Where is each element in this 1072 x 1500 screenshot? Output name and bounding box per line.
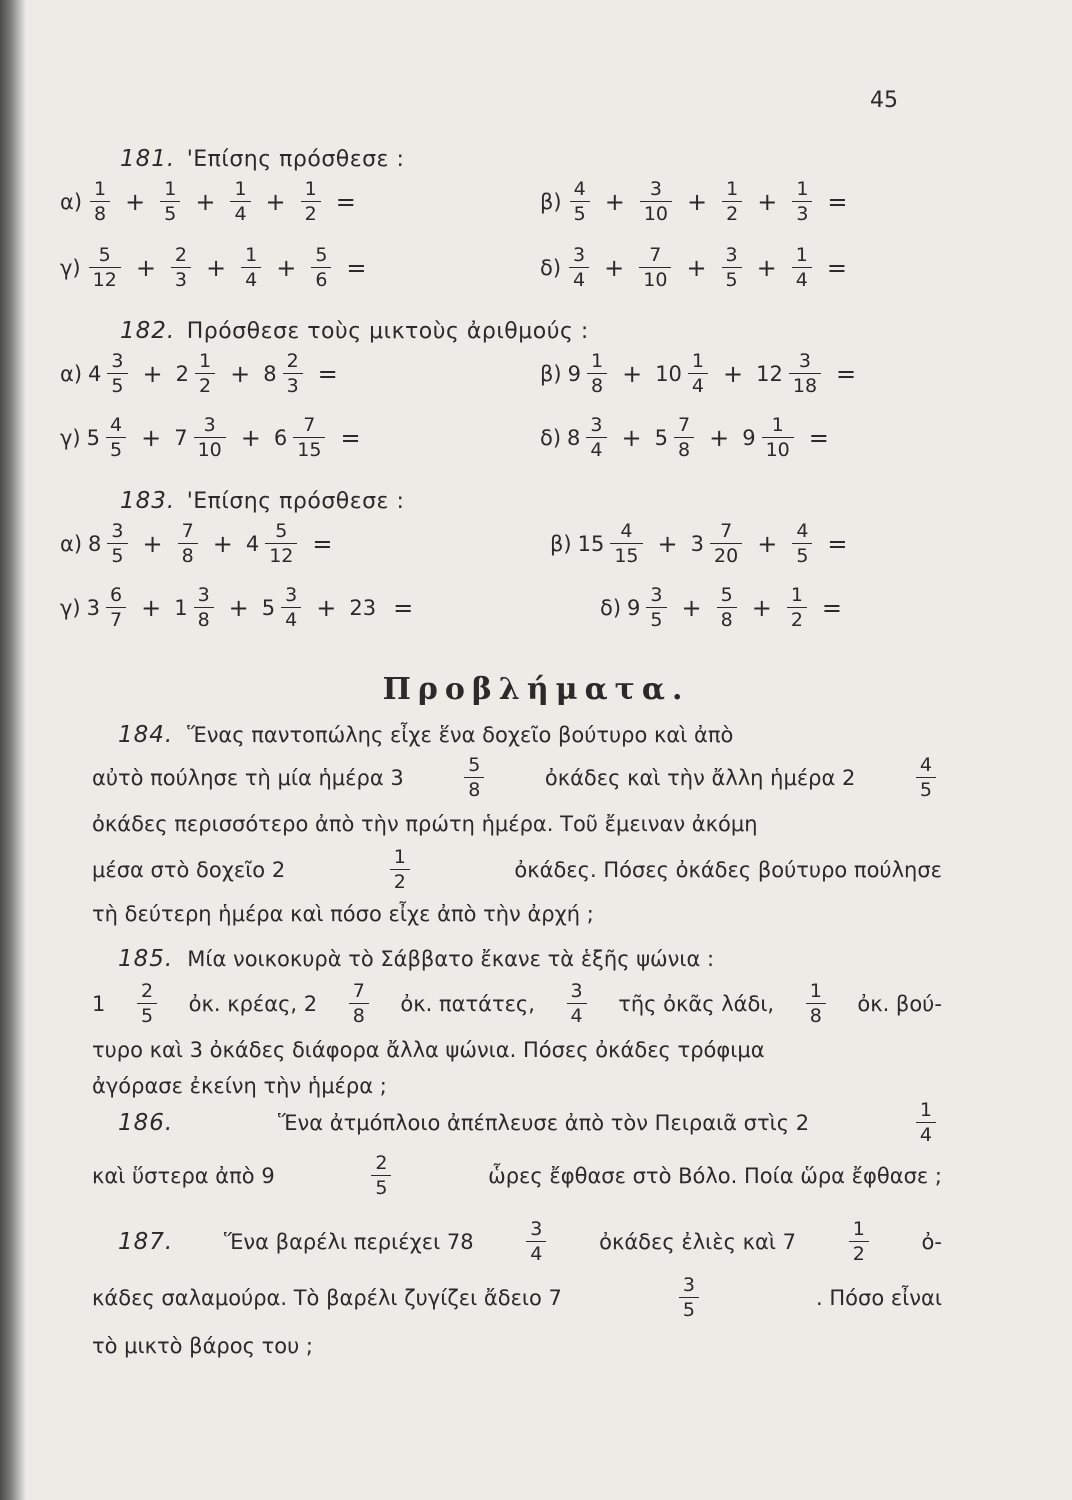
fraction: $\frac{2}{3}$	[171, 246, 191, 290]
fraction: $\frac{1}{2}$	[722, 180, 742, 224]
fraction: 1 4	[688, 352, 708, 396]
fraction: 4 5	[916, 756, 936, 800]
exercise-183-b: β) 15 4 15 + 3 7 20 + $\frac{4}{5}$ =	[550, 520, 848, 567]
fraction: 5 12	[89, 246, 121, 290]
fraction: 2 5	[371, 1154, 391, 1198]
fraction: $\frac{1}{3}$	[792, 180, 812, 224]
problem-185: 185. Μία νοικοκυρὰ τὸ Σάββατο ἔκανε τὰ ἑξῆς ψώνια : 1 2 5 ὀκ. κρέας, 2 7 8 ὀκ. πατάτες, 3 4 τῆς ὀκᾶς λάδι, 1 8 ὀκ. βού- τυρο καὶ 3 ὀκάδες διάφορα ἄλλα ψώνια. Πόσες ὀκάδες τρόφιμα ἀγόρασε ἐκείνη τὴν ἡμέρα ;	[92, 946, 942, 1098]
fraction: 1 2	[390, 848, 410, 892]
fraction: $\frac{7}{10}$	[639, 246, 671, 290]
fraction: 7 8	[674, 416, 694, 460]
fraction: 1 8	[806, 982, 826, 1026]
fraction: 3 4	[281, 586, 301, 630]
fraction: 1 4	[916, 1101, 936, 1145]
fraction: 7 8	[349, 982, 369, 1026]
exercise-182-c: γ) 5 4 5 + 7 3 10 + 6 $\frac{7}{15}$ =	[60, 414, 361, 461]
fraction: $\frac{7}{8}$	[178, 522, 198, 566]
fraction: $\frac{1}{5}$	[160, 180, 180, 224]
fraction: $\frac{1}{2}$	[787, 586, 807, 630]
fraction: $\frac{1}{4}$	[241, 246, 261, 290]
fraction: 3 5	[107, 522, 127, 566]
exercise-182-d: δ) 8 3 4 + 5 7 8 + 9 $\frac{1}{10}$ =	[540, 414, 829, 461]
exercise-183-d: δ) 9 3 5 + $\frac{5}{8}$ + $\frac{1}{2}$ =	[600, 584, 843, 631]
fraction: 4 5	[570, 180, 590, 224]
fraction: $\frac{1}{4}$	[230, 180, 250, 224]
fraction: 1 2	[849, 1220, 869, 1264]
fraction: 3 5	[646, 586, 666, 630]
exercise-181-c: γ) 5 12 + $\frac{2}{3}$ + $\frac{1}{4}$ + $\frac{5}{6}$ =	[60, 244, 367, 291]
fraction: $\frac{3}{5}$	[722, 246, 742, 290]
fraction: 1 8	[90, 180, 110, 224]
fraction: $\frac{5}{8}$	[717, 586, 737, 630]
problem-184: 184. Ἕνας παντοπώλης εἶχε ἕνα δοχεῖο βούτυρο καὶ ἀπὸ αὐτὸ πούλησε τὴ μία ἡμέρα 3 5 8 ὀκάδες καὶ τὴν ἄλλη ἡμέρα 2 4 5 ὀκάδες περισσότερο ἀπὸ τὴν πρώτη ἡμέρα. Τοῦ ἔμειναν ἀκόμη μέσα στὸ δοχεῖο 2 1 2 ὀκάδες. Πόσες ὀκάδες βούτυρο πούλησε τὴ δεύτερη ἡμέρα καὶ πόσο εἶχε ἀπὸ τὴν ἀρχή ;	[92, 722, 942, 926]
exercise-181-d: δ) 3 4 + $\frac{7}{10}$ + $\frac{3}{5}$ + $\frac{1}{4}$ =	[540, 244, 847, 291]
fraction: $\frac{1}{4}$	[792, 246, 812, 290]
fraction: $\frac{5}{12}$	[265, 522, 297, 566]
fraction: 3 5	[679, 1276, 699, 1320]
fraction: 3 4	[569, 246, 589, 290]
exercise-183-a: α) 8 3 5 + $\frac{7}{8}$ + 4 $\frac{5}{12}$ =	[60, 520, 333, 567]
fraction: 4 15	[610, 522, 642, 566]
fraction: 7 20	[710, 522, 742, 566]
problem-186: 186. Ἕνα ἀτμόπλοιο ἀπέπλευσε ἀπὸ τὸν Πειραιᾶ στὶς 2 1 4 καὶ ὕστερα ἀπὸ 9 2 5 ὧρες ἔφθασε στὸ Βόλο. Ποία ὥρα ἔφθασε ;	[92, 1099, 942, 1199]
fraction: 3 5	[107, 352, 127, 396]
exercise-182-a: α) 4 3 5 + 2 1 2 + 8 $\frac{2}{3}$ =	[60, 350, 338, 397]
exercise-182-header: 182. Πρόσθεσε τοὺς μικτοὺς ἀριθμούς :	[120, 318, 589, 344]
fraction: $\frac{4}{5}$	[792, 522, 812, 566]
fraction: 4 5	[106, 416, 126, 460]
fraction: $\frac{5}{6}$	[311, 246, 331, 290]
fraction: 6 7	[106, 586, 126, 630]
fraction: 5 8	[464, 756, 484, 800]
fraction: 1 2	[195, 352, 215, 396]
fraction: $\frac{1}{10}$	[762, 416, 794, 460]
fraction: 3 10	[194, 416, 226, 460]
fraction: $\frac{7}{15}$	[293, 416, 325, 460]
fraction: 1 8	[587, 352, 607, 396]
fraction: $\frac{2}{3}$	[283, 352, 303, 396]
fraction: 3 4	[567, 982, 587, 1026]
fraction: $\frac{1}{2}$	[301, 180, 321, 224]
problem-187: 187. Ἕνα βαρέλι περιέχει 78 3 4 ὀκάδες ἐλιὲς καὶ 7 1 2 ὀ- κάδες σαλαμούρα. Τὸ βαρέλι ζυγίζει ἄδειο 7 3 5 . Πόσο εἶναι τὸ μικτὸ βάρος του ;	[92, 1218, 942, 1358]
page-binding-edge	[0, 0, 26, 1500]
fraction: $\frac{3}{18}$	[789, 352, 821, 396]
section-title: Προβλήματα.	[382, 672, 690, 707]
exercise-181-b: β) 4 5 + $\frac{3}{10}$ + $\frac{1}{2}$ + $\frac{1}{3}$ =	[540, 178, 848, 225]
exercise-182-b: β) 9 1 8 + 10 1 4 + 12 $\frac{3}{18}$ =	[540, 350, 857, 397]
exercise-181-a: α) 1 8 + $\frac{1}{5}$ + $\frac{1}{4}$ + $\frac{1}{2}$ =	[60, 178, 356, 225]
fraction: $\frac{3}{10}$	[640, 180, 672, 224]
exercise-183-header: 183. 'Επίσης πρόσθεσε :	[120, 488, 405, 514]
fraction: 3 4	[586, 416, 606, 460]
exercise-183-c: γ) 3 6 7 + 1 3 8 + 5 3 4 + 23 =	[60, 584, 414, 631]
fraction: 3 4	[526, 1220, 546, 1264]
fraction: 3 8	[194, 586, 214, 630]
fraction: 2 5	[137, 982, 157, 1026]
page-number: 45	[870, 88, 898, 113]
exercise-181-header: 181. 'Επίσης πρόσθεσε :	[120, 146, 405, 172]
